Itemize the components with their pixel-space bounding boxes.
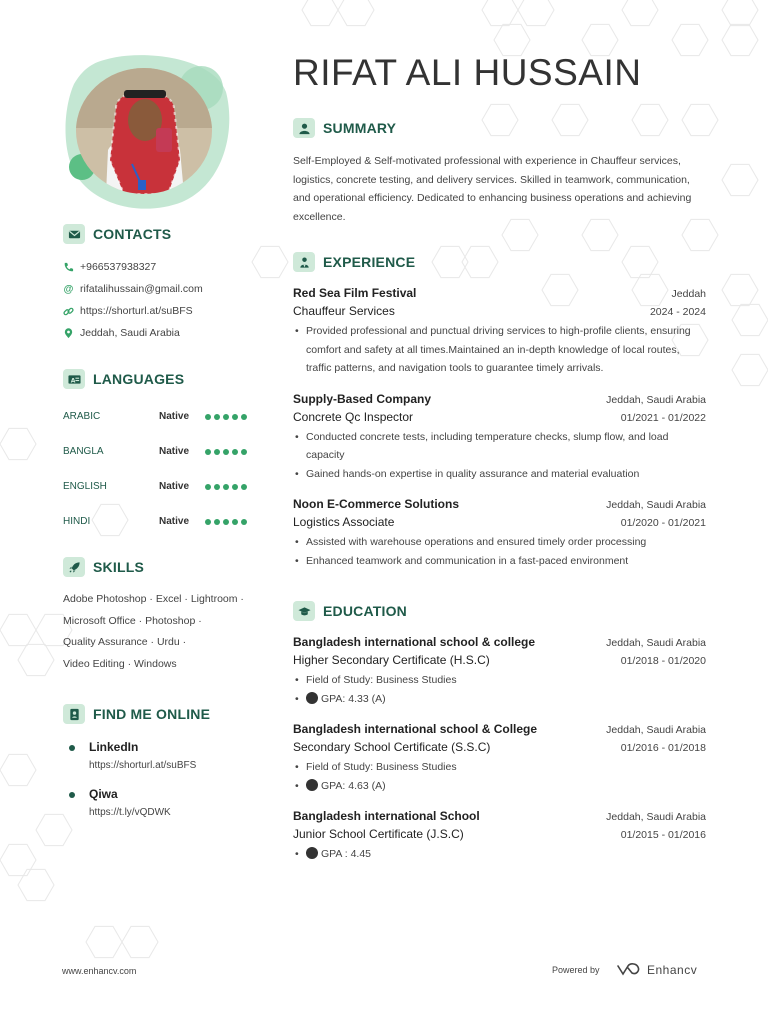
id-badge-icon: [63, 704, 85, 724]
hexagon-shape: [86, 926, 122, 957]
languages-header: [63, 369, 247, 389]
company-name: Noon E-Commerce Solutions: [293, 497, 460, 511]
online-profile-url[interactable]: https://t.ly/vQDWK: [89, 807, 171, 818]
job-bullet: • Enhanced teamwork and communication in a fast-paced environment: [293, 552, 706, 571]
hexagon-shape: [732, 354, 768, 385]
job-location: Jeddah, Saudi Arabia: [606, 499, 706, 511]
education-title: EDUCATION: [323, 603, 407, 619]
hexagon-shape: [18, 644, 54, 675]
gpa-dot-icon: [306, 779, 318, 791]
school-location: Jeddah, Saudi Arabia: [606, 637, 706, 649]
skills-line: Quality Assurance · Urdu ·: [63, 636, 187, 648]
job-bullets: [293, 322, 706, 378]
language-row: [63, 504, 247, 539]
find-me-online-section: [63, 704, 210, 818]
online-profile-url[interactable]: https://shorturl.at/suBFS: [89, 760, 197, 771]
language-level: Native: [159, 446, 190, 457]
gpa-item: [293, 690, 706, 709]
hexagon-shape: [722, 24, 758, 55]
school-location: Jeddah, Saudi Arabia: [606, 811, 706, 823]
hexagon-shape: [36, 814, 72, 845]
hexagon-shape: [0, 428, 36, 459]
company-name: Red Sea Film Festival: [293, 286, 417, 300]
hexagon-shape: [482, 0, 518, 26]
school-name: Bangladesh international School: [293, 809, 480, 823]
language-row: [63, 469, 247, 504]
at-icon: @: [63, 283, 74, 295]
languages-section: [63, 369, 247, 539]
enhancv-logo-icon: [616, 963, 642, 977]
language-level: Native: [159, 411, 190, 422]
language-name: ENGLISH: [63, 481, 107, 492]
language-name: HINDI: [63, 516, 91, 527]
job-location: Jeddah, Saudi Arabia: [606, 393, 706, 406]
user-icon: [293, 118, 315, 138]
hexagon-shape: [518, 0, 554, 26]
language-name: ARABIC: [63, 411, 101, 422]
job-dates: 01/2020 - 01/2021: [620, 517, 706, 529]
experience-entry: [293, 286, 706, 378]
language-card-icon: [63, 369, 85, 389]
skills-line: Video Editing · Windows: [63, 657, 177, 670]
hexagon-shape: [722, 274, 758, 305]
contact-link-text: https://shorturl.at/suBFS: [80, 305, 193, 317]
experience-entry: [293, 392, 706, 484]
language-name: BANGLA: [63, 446, 104, 457]
education-header: [293, 601, 706, 621]
job-bullet: • Assisted with warehouse operations and ensured timely order processing: [293, 533, 706, 552]
hexagon-shape: [252, 246, 288, 277]
powered-by-label: Powered by: [552, 965, 600, 975]
hexagon-shape: [0, 844, 36, 875]
hexagon-shape: [122, 926, 158, 957]
find-me-online-header: [63, 704, 210, 724]
proficiency-dots: [205, 414, 247, 420]
degree-name: Junior School Certificate (J.S.C): [293, 827, 464, 841]
school-name: Bangladesh international school & College: [293, 722, 538, 736]
proficiency-dots: [205, 519, 247, 525]
education-bullets: [293, 671, 706, 708]
location-pin-icon: [63, 328, 74, 339]
hexagon-shape: [732, 304, 768, 335]
job-bullets: [293, 428, 706, 484]
proficiency-dots: [205, 484, 247, 490]
education-bullets: [293, 758, 706, 795]
skills-line: Adobe Photoshop · Excel · Lightroom ·: [63, 593, 244, 605]
gpa-dot-icon: [306, 847, 318, 859]
summary-section: [293, 118, 708, 226]
contacts-title: CONTACTS: [93, 226, 172, 242]
avatar: [76, 68, 212, 194]
online-profile-linkedin[interactable]: [63, 740, 210, 771]
contact-email-text: rifatalihussain@gmail.com: [80, 283, 203, 295]
company-name: Supply-Based Company: [293, 391, 432, 406]
education-bullets: [293, 845, 706, 864]
education-section: [293, 601, 706, 864]
job-title: Logistics Associate: [293, 515, 395, 529]
job-location: Jeddah: [671, 288, 706, 300]
language-level: Native: [159, 481, 190, 492]
gpa-text: GPA : 4.45: [321, 848, 372, 860]
skills-section: [63, 557, 263, 675]
summary-text: Self-Employed & Self-motivated professional with experience in Chauffeur services, logistics, concrete testing, and delivery services. Skilled in teamwork, communication, and operational efficiency. Dedicated to enhancing business operations and achieving excellence.: [293, 155, 692, 223]
hexagon-shape: [338, 0, 374, 26]
school-location: Jeddah, Saudi Arabia: [606, 724, 706, 736]
phone-icon: [63, 262, 74, 273]
hexagon-shape: [302, 0, 338, 26]
graduation-cap-icon: [293, 601, 315, 621]
hexagon-shape: [0, 614, 36, 645]
hexagon-shape: [722, 0, 758, 26]
online-profile-name: Qiwa: [89, 787, 118, 801]
languages-title: LANGUAGES: [93, 371, 185, 387]
gpa-item: [293, 845, 706, 864]
users-icon: [293, 252, 315, 272]
degree-name: Higher Secondary Certificate (H.S.C): [293, 653, 490, 667]
proficiency-dots: [205, 449, 247, 455]
summary-header: [293, 118, 708, 138]
contacts-header: [63, 224, 203, 244]
contact-phone-text: +966537938327: [80, 261, 157, 273]
language-level: Native: [159, 516, 190, 527]
job-bullet: • Gained hands-on expertise in quality assurance and material evaluation: [293, 465, 706, 484]
job-bullet: • Conducted concrete tests, including temperature checks, slump flow, and load capacity: [293, 428, 706, 465]
job-title: Concrete Qc Inspector: [293, 409, 414, 424]
link-icon: [63, 306, 74, 317]
field-of-study: • Field of Study: Business Studies: [293, 758, 706, 777]
gpa-dot-icon: [306, 692, 318, 704]
profile-photo-area: [64, 52, 232, 210]
candidate-name: RIFAT ALI HUSSAIN: [293, 52, 642, 93]
job-bullets: [293, 533, 706, 570]
education-entry: [293, 722, 706, 795]
field-of-study: • Field of Study: Business Studies: [293, 671, 706, 690]
hexagon-shape: [18, 869, 54, 900]
degree-name: Secondary School Certificate (S.S.C): [293, 740, 491, 754]
hexagon-shape: [494, 24, 530, 55]
envelope-icon: [63, 224, 85, 244]
summary-title: SUMMARY: [323, 120, 397, 136]
footer-url[interactable]: www.enhancv.com: [62, 966, 137, 976]
job-dates: 01/2021 - 01/2022: [620, 411, 706, 424]
skills-title: SKILLS: [93, 559, 144, 575]
contact-email[interactable]: [63, 278, 203, 300]
contact-phone[interactable]: [63, 256, 203, 278]
job-dates: 2024 - 2024: [649, 306, 706, 318]
job-bullet: • Provided professional and punctual driving services to high-profile clients, ensuring comfort and safety at all times.Maintained an in-depth knowledge of local routes, traffic patterns, and navigation tools to guarantee timely arrivals.: [293, 322, 706, 378]
hexagon-shape: [582, 24, 618, 55]
education-entry: [293, 809, 706, 864]
gpa-text: GPA: 4.63 (A): [321, 779, 386, 792]
experience-entry: [293, 497, 706, 570]
education-dates: 01/2015 - 01/2016: [620, 829, 706, 841]
contact-location: [63, 322, 203, 344]
gpa-text: GPA: 4.33 (A): [321, 692, 386, 705]
find-me-online-title: FIND ME ONLINE: [93, 706, 211, 722]
hexagon-shape: [0, 754, 36, 785]
gpa-item: [293, 777, 706, 796]
education-dates: 01/2018 - 01/2020: [620, 655, 706, 667]
online-profile-name: LinkedIn: [89, 740, 139, 754]
hexagon-shape: [722, 164, 758, 195]
enhancv-logo[interactable]: [616, 963, 697, 977]
job-title: Chauffeur Services: [293, 304, 395, 318]
contacts-section: [63, 224, 203, 344]
experience-title: EXPERIENCE: [323, 254, 416, 270]
contact-link[interactable]: [63, 300, 203, 322]
contact-location-text: Jeddah, Saudi Arabia: [80, 327, 180, 339]
language-row: [63, 434, 247, 469]
skills-list: [63, 589, 263, 675]
language-row: [63, 399, 247, 434]
online-profile-qiwa[interactable]: [63, 787, 210, 818]
skills-header: [63, 557, 263, 577]
rocket-icon: [63, 557, 85, 577]
bullet-dot: [69, 745, 75, 751]
bullet-dot: [69, 792, 75, 798]
education-entry: [293, 635, 706, 708]
svg-text:A: A: [70, 376, 75, 384]
enhancv-brand-name: Enhancv: [647, 963, 698, 977]
hexagon-shape: [622, 0, 658, 26]
school-name: Bangladesh international school & college: [293, 635, 536, 649]
education-dates: 01/2016 - 01/2018: [620, 742, 706, 754]
skills-line: Microsoft Office · Photoshop ·: [63, 614, 202, 627]
experience-header: [293, 252, 706, 272]
hexagon-shape: [672, 24, 708, 55]
experience-section: [293, 252, 706, 570]
